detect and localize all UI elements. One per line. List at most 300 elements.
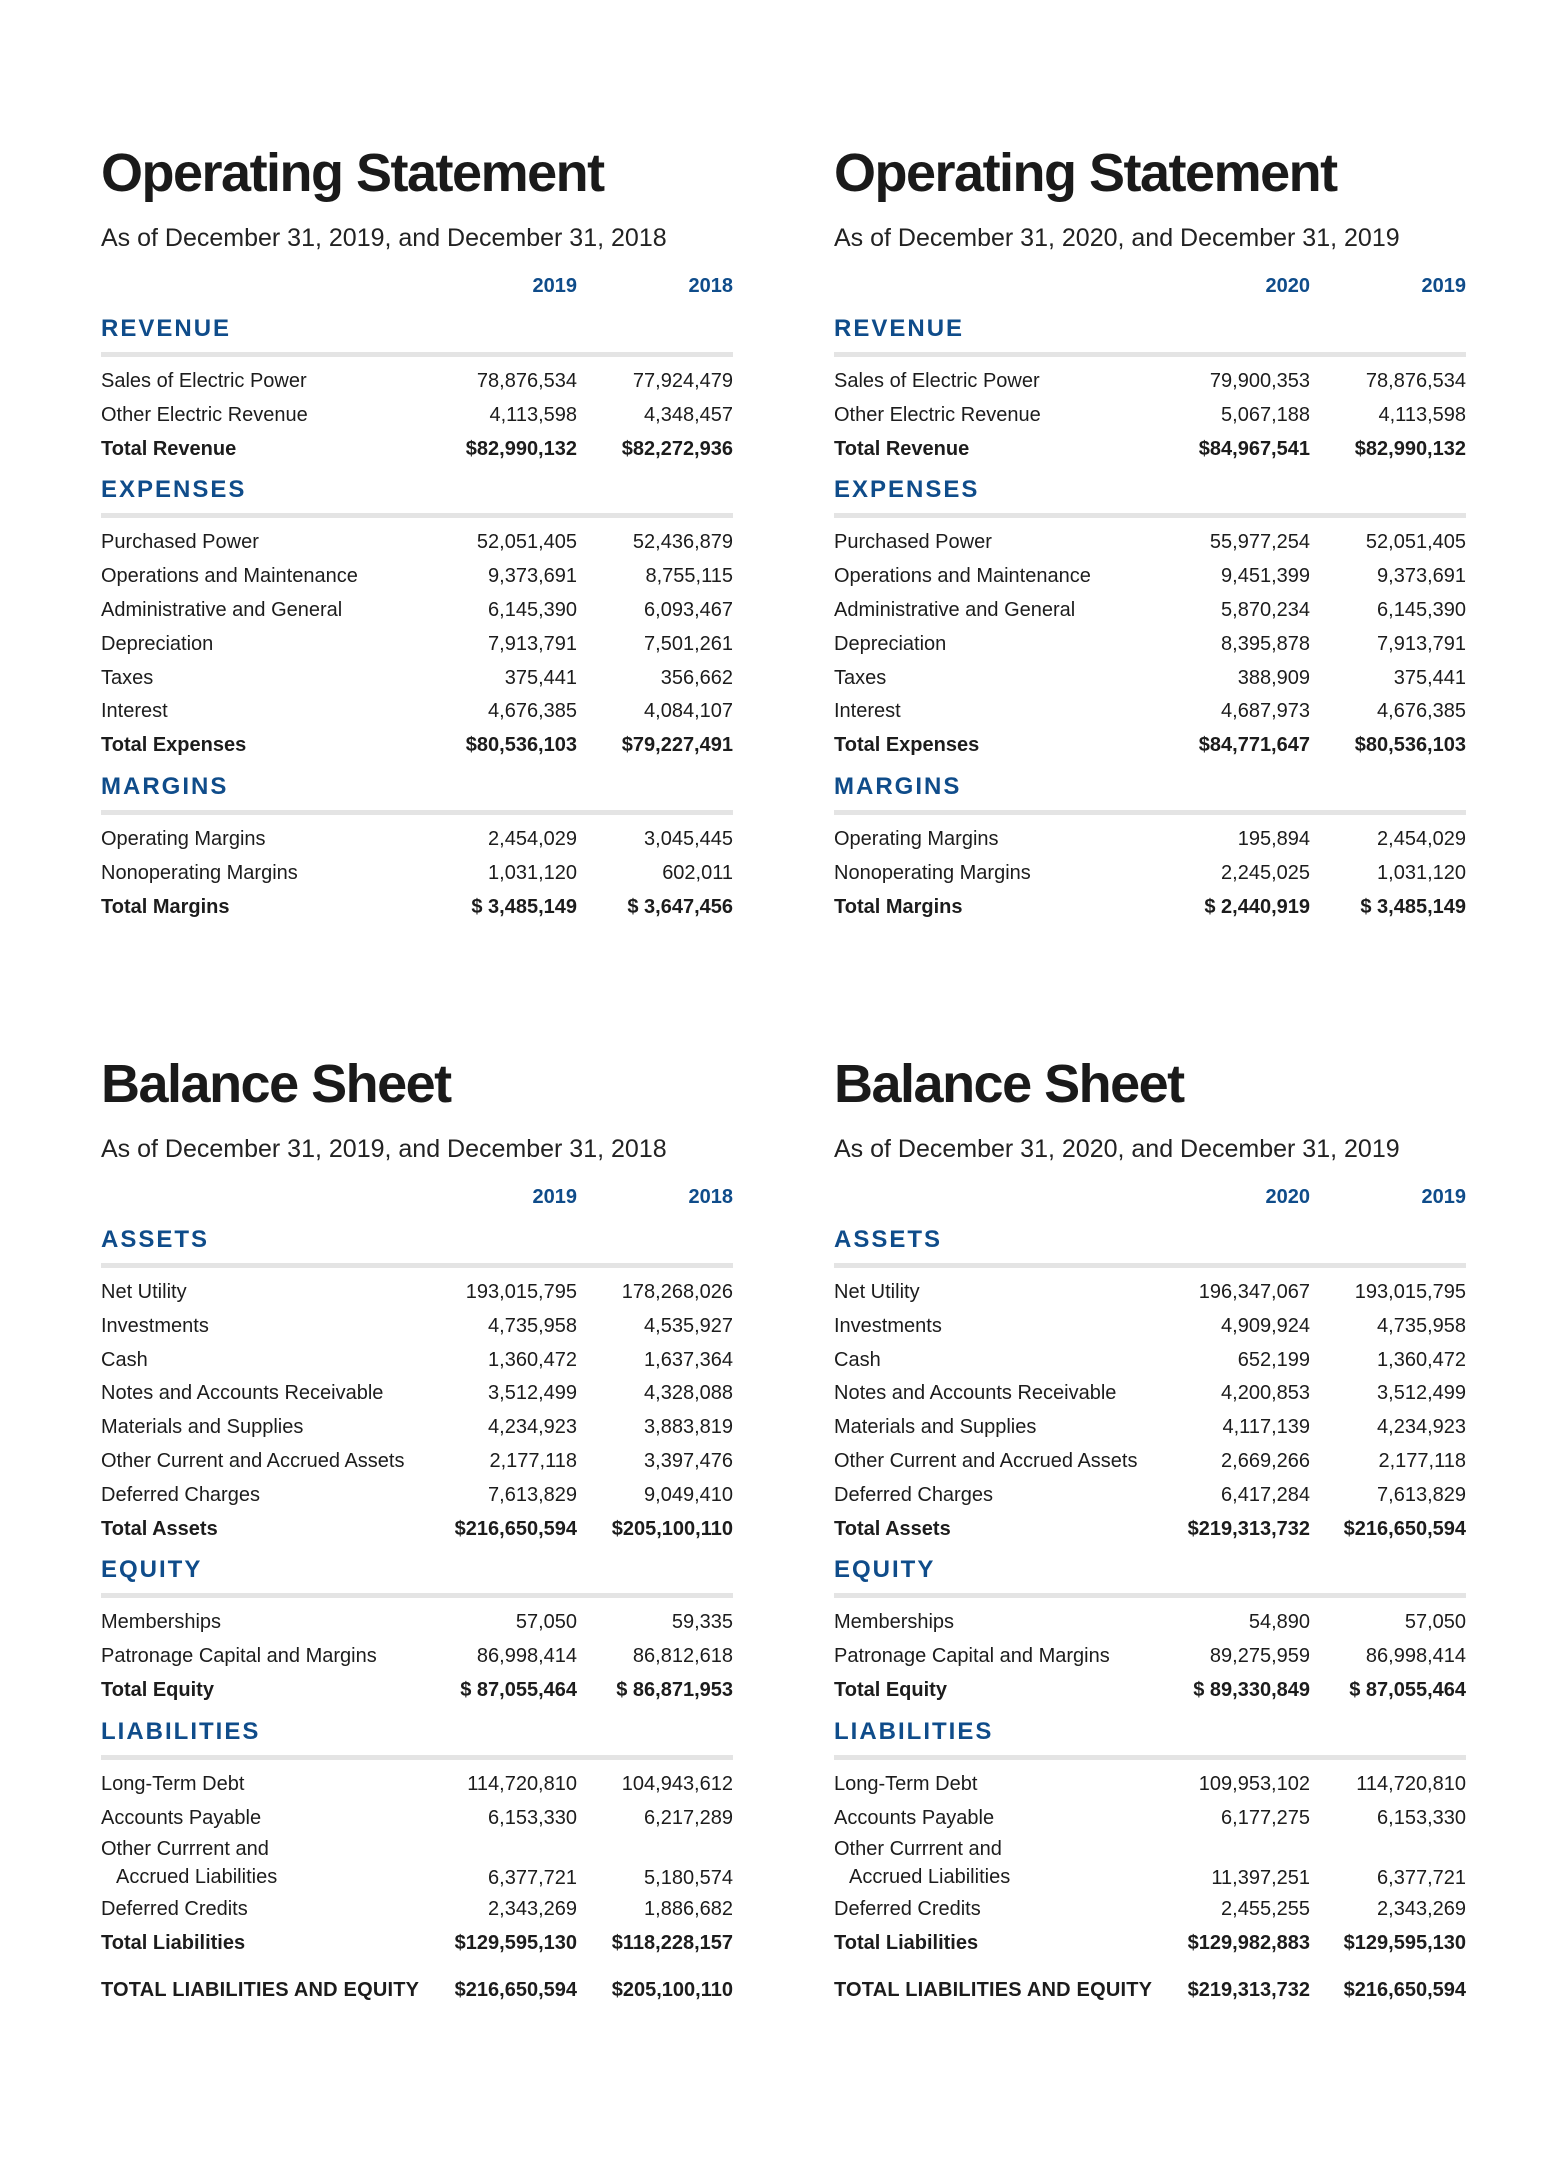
row-value-2: $82,272,936 <box>621 437 733 460</box>
row-value-2: 52,051,405 <box>1365 531 1466 554</box>
row-label: Taxes <box>834 666 887 689</box>
year-column-1: 2020 <box>1265 275 1310 297</box>
table-row <box>834 594 1466 628</box>
row-value-1: 2,669,266 <box>1221 1449 1310 1472</box>
section-rows <box>101 1760 733 1961</box>
table-row <box>101 1640 733 1674</box>
table-row <box>834 399 1466 433</box>
row-value-2: 6,377,721 <box>1377 1867 1466 1890</box>
row-value-2: 4,234,923 <box>1377 1416 1466 1439</box>
row-label: Operating Margins <box>101 827 266 850</box>
row-label: Total Assets <box>834 1517 951 1540</box>
table-row <box>834 526 1466 560</box>
row-value-1: 4,200,853 <box>1221 1382 1310 1405</box>
grand-total-value-1: $216,650,594 <box>454 1978 577 2001</box>
row-value-1: 195,894 <box>1237 827 1310 850</box>
row-label: Total Margins <box>101 895 230 918</box>
total-row <box>101 1674 733 1708</box>
table-row <box>834 1893 1466 1927</box>
row-value-1: $ 87,055,464 <box>460 1678 577 1701</box>
row-value-2: $ 3,647,456 <box>627 895 733 918</box>
row-value-2: 2,177,118 <box>1378 1449 1466 1472</box>
row-label: Nonoperating Margins <box>101 861 298 884</box>
row-label: Total Revenue <box>101 437 237 460</box>
table-row <box>834 1411 1466 1445</box>
statement-title: Balance Sheet <box>101 1054 451 1114</box>
row-value-1: 5,067,188 <box>1221 403 1310 426</box>
grand-total-row <box>834 1973 1466 2007</box>
table-row <box>834 1479 1466 1513</box>
row-value-1: 2,455,255 <box>1221 1898 1310 1921</box>
year-column-2: 2018 <box>688 1186 733 1208</box>
table-row <box>834 695 1466 729</box>
row-label: Depreciation <box>101 632 214 655</box>
row-label: Accounts Payable <box>834 1806 995 1829</box>
table-row <box>101 1310 733 1344</box>
row-value-2: 4,535,927 <box>644 1314 733 1337</box>
row-value-1: 4,676,385 <box>488 700 577 723</box>
row-value-1: 1,031,120 <box>488 861 577 884</box>
section-rows <box>101 357 733 466</box>
section-rows <box>101 1268 733 1546</box>
row-label <box>101 1835 277 1891</box>
row-label-line-1: Other Currrent and <box>101 1838 269 1861</box>
table-row <box>834 560 1466 594</box>
row-value-2: 77,924,479 <box>632 370 733 392</box>
section-rows <box>834 357 1466 466</box>
row-label: Total Expenses <box>834 734 980 757</box>
row-label: Total Margins <box>834 895 963 918</box>
row-value-2: $118,228,157 <box>611 1932 733 1955</box>
table-row <box>101 594 733 628</box>
row-value-2: 104,943,612 <box>621 1772 733 1795</box>
row-value-1: $80,536,103 <box>465 734 577 757</box>
section-rows <box>834 518 1466 763</box>
section-expenses <box>101 475 733 763</box>
section-heading: REVENUE <box>101 314 733 357</box>
row-value-1: 3,512,499 <box>488 1382 577 1405</box>
statement-subtitle: As of December 31, 2020, and December 31, 2019 <box>834 1135 1400 1163</box>
row-value-1: 193,015,795 <box>465 1281 577 1303</box>
row-value-1: 89,275,959 <box>1209 1645 1310 1668</box>
table-row <box>101 1411 733 1445</box>
year-column-2: 2018 <box>688 275 733 297</box>
row-value-2: 193,015,795 <box>1354 1281 1466 1303</box>
row-label <box>834 1835 1010 1891</box>
row-label: Other Current and Accrued Assets <box>834 1449 1138 1472</box>
row-label: Deferred Credits <box>101 1898 248 1921</box>
balance-sheet-2020 <box>834 1054 1466 2007</box>
section-heading: EQUITY <box>834 1555 1466 1598</box>
grand-total-row <box>101 1973 733 2007</box>
row-value-1: $ 3,485,149 <box>471 895 577 918</box>
row-value-1: 2,177,118 <box>489 1449 577 1472</box>
row-label: Deferred Credits <box>834 1898 981 1921</box>
total-row <box>101 1927 733 1961</box>
row-value-2: 3,045,445 <box>644 827 733 850</box>
row-value-2: $79,227,491 <box>621 734 733 757</box>
row-label: Administrative and General <box>834 598 1076 621</box>
row-value-1: 4,687,973 <box>1221 700 1310 723</box>
year-column-1: 2019 <box>532 1186 577 1208</box>
row-value-1: $216,650,594 <box>454 1517 577 1540</box>
row-label: Operations and Maintenance <box>834 565 1091 588</box>
row-value-2: $ 86,871,953 <box>616 1678 733 1701</box>
section-heading: EQUITY <box>101 1555 733 1598</box>
row-value-1: 5,870,234 <box>1221 598 1310 621</box>
row-value-1: 4,117,139 <box>1222 1416 1310 1439</box>
table-row <box>101 1479 733 1513</box>
row-value-1: $84,967,541 <box>1198 437 1310 460</box>
row-value-1: 52,051,405 <box>476 531 577 554</box>
row-value-2: 6,217,289 <box>644 1806 733 1829</box>
total-row <box>834 1674 1466 1708</box>
row-label: Memberships <box>834 1611 955 1634</box>
row-value-2: 602,011 <box>662 861 733 884</box>
row-value-1: $82,990,132 <box>465 437 577 460</box>
statement-title: Balance Sheet <box>834 1054 1184 1114</box>
section-revenue <box>101 314 733 466</box>
total-row <box>101 433 733 467</box>
table-row <box>834 365 1466 399</box>
row-label-line-2: Accrued Liabilities <box>849 1866 1011 1889</box>
row-value-2: 7,913,791 <box>1377 632 1466 655</box>
row-label: Taxes <box>101 666 154 689</box>
table-row <box>834 1606 1466 1640</box>
row-value-2: 9,373,691 <box>1377 565 1466 588</box>
row-value-2: 178,268,026 <box>621 1281 733 1303</box>
row-value-2: $82,990,132 <box>1354 437 1466 460</box>
row-value-2: 4,676,385 <box>1377 700 1466 723</box>
row-value-1: 109,953,102 <box>1198 1772 1310 1795</box>
row-value-2: $ 87,055,464 <box>1349 1678 1466 1701</box>
row-value-2: $80,536,103 <box>1354 734 1466 757</box>
row-value-2: 6,153,330 <box>1377 1806 1466 1829</box>
section-rows <box>834 1268 1466 1546</box>
table-row <box>101 1893 733 1927</box>
row-value-1: 4,234,923 <box>488 1416 577 1439</box>
row-label: Deferred Charges <box>834 1483 993 1506</box>
row-value-2: 1,637,364 <box>644 1348 733 1371</box>
row-label: Accounts Payable <box>101 1806 262 1829</box>
row-value-2: 6,093,467 <box>644 598 733 621</box>
row-label: Other Current and Accrued Assets <box>101 1449 405 1472</box>
row-value-1: 8,395,878 <box>1221 632 1310 655</box>
row-value-1: 7,613,829 <box>488 1483 577 1506</box>
table-row <box>101 1344 733 1378</box>
table-row <box>101 857 733 891</box>
table-row <box>834 1377 1466 1411</box>
table-row <box>101 365 733 399</box>
row-label: Cash <box>101 1348 148 1371</box>
row-value-2: 4,348,457 <box>644 403 733 426</box>
row-label: Nonoperating Margins <box>834 861 1031 884</box>
section-rows <box>834 815 1466 924</box>
year-column-2: 2019 <box>1421 275 1466 297</box>
row-label: Total Equity <box>834 1678 947 1701</box>
section-margins <box>101 772 733 924</box>
row-label: Interest <box>101 700 168 723</box>
row-label: Other Electric Revenue <box>834 403 1041 426</box>
row-label: Total Liabilities <box>101 1932 246 1955</box>
row-value-1: $ 2,440,919 <box>1204 895 1310 918</box>
row-label: Administrative and General <box>101 598 343 621</box>
row-value-2: 4,084,107 <box>644 700 733 723</box>
section-heading: MARGINS <box>101 772 733 815</box>
row-value-2: 52,436,879 <box>632 531 733 554</box>
total-row <box>834 1927 1466 1961</box>
row-value-2: 1,031,120 <box>1377 861 1466 884</box>
row-label: Materials and Supplies <box>834 1416 1037 1439</box>
table-row <box>101 823 733 857</box>
table-row <box>101 1377 733 1411</box>
table-row <box>101 662 733 696</box>
row-label-line-2: Accrued Liabilities <box>116 1866 278 1889</box>
row-value-1: 6,177,275 <box>1221 1806 1310 1829</box>
row-value-2: 6,145,390 <box>1377 598 1466 621</box>
row-value-1: 388,909 <box>1237 666 1310 689</box>
row-value-1: 114,720,810 <box>467 1772 577 1795</box>
balance-sheet-2019 <box>101 1054 733 2007</box>
row-value-1: 1,360,472 <box>488 1348 577 1371</box>
section-heading: EXPENSES <box>834 475 1466 518</box>
row-label: Total Liabilities <box>834 1932 979 1955</box>
row-label: Patronage Capital and Margins <box>834 1645 1110 1668</box>
section-assets <box>101 1225 733 1546</box>
row-label: Long-Term Debt <box>101 1772 245 1795</box>
total-row <box>101 891 733 925</box>
section-heading: EXPENSES <box>101 475 733 518</box>
row-label: Materials and Supplies <box>101 1416 304 1439</box>
row-value-2: 8,755,115 <box>645 565 733 588</box>
row-label: Patronage Capital and Margins <box>101 1645 377 1668</box>
row-value-1: 2,343,269 <box>488 1898 577 1921</box>
table-row <box>834 628 1466 662</box>
row-value-1: $129,982,883 <box>1187 1932 1310 1955</box>
table-row <box>101 399 733 433</box>
row-value-1: 9,373,691 <box>488 565 577 588</box>
section-revenue <box>834 314 1466 466</box>
row-value-2: 7,613,829 <box>1377 1483 1466 1506</box>
row-value-1: 375,441 <box>504 666 577 689</box>
row-label: Notes and Accounts Receivable <box>834 1382 1117 1405</box>
year-header <box>834 1186 1466 1216</box>
grand-total-value-2: $205,100,110 <box>611 1978 733 2001</box>
row-label: Notes and Accounts Receivable <box>101 1382 384 1405</box>
table-row <box>101 1835 733 1893</box>
grand-total-label: TOTAL LIABILITIES AND EQUITY <box>101 1978 420 2001</box>
row-value-1: 6,153,330 <box>488 1806 577 1829</box>
row-value-2: 4,113,598 <box>1378 403 1466 426</box>
total-row <box>834 1513 1466 1547</box>
row-value-1: 4,909,924 <box>1221 1314 1310 1337</box>
statement-subtitle: As of December 31, 2019, and December 31, 2018 <box>101 1135 667 1163</box>
row-value-1: 78,876,534 <box>476 370 577 392</box>
row-label: Investments <box>101 1314 209 1337</box>
row-value-2: $216,650,594 <box>1343 1517 1466 1540</box>
row-value-1: 4,735,958 <box>488 1314 577 1337</box>
row-label: Total Revenue <box>834 437 970 460</box>
table-row <box>101 1606 733 1640</box>
section-liabilities <box>834 1717 1466 1961</box>
row-label: Other Electric Revenue <box>101 403 308 426</box>
section-liabilities <box>101 1717 733 1961</box>
row-label: Investments <box>834 1314 942 1337</box>
section-heading: REVENUE <box>834 314 1466 357</box>
row-value-1: 6,377,721 <box>488 1867 577 1890</box>
row-value-1: $ 89,330,849 <box>1193 1678 1310 1701</box>
table-row <box>834 1640 1466 1674</box>
row-value-2: 78,876,534 <box>1365 370 1466 392</box>
row-value-2: 114,720,810 <box>1356 1772 1466 1795</box>
row-label: Net Utility <box>834 1281 920 1303</box>
row-value-2: 5,180,574 <box>644 1867 733 1890</box>
section-margins <box>834 772 1466 924</box>
year-header <box>834 275 1466 305</box>
table-row <box>834 1344 1466 1378</box>
statement-subtitle: As of December 31, 2020, and December 31, 2019 <box>834 224 1400 252</box>
row-label: Interest <box>834 700 901 723</box>
operating-statement-2020 <box>834 143 1466 924</box>
row-value-1: 652,199 <box>1237 1348 1310 1371</box>
row-value-2: 57,050 <box>1404 1611 1466 1634</box>
grand-total-label: TOTAL LIABILITIES AND EQUITY <box>834 1978 1153 2001</box>
row-value-1: 11,397,251 <box>1211 1867 1310 1890</box>
row-value-2: 3,397,476 <box>644 1449 733 1472</box>
row-value-2: 4,328,088 <box>644 1382 733 1405</box>
table-row <box>834 1802 1466 1836</box>
section-rows <box>101 1598 733 1707</box>
row-value-2: 4,735,958 <box>1377 1314 1466 1337</box>
section-assets <box>834 1225 1466 1546</box>
row-value-1: $129,595,130 <box>454 1932 577 1955</box>
table-row <box>101 628 733 662</box>
row-value-1: 86,998,414 <box>476 1645 577 1668</box>
row-value-2: 86,812,618 <box>632 1645 733 1668</box>
statement-title: Operating Statement <box>834 143 1337 203</box>
total-row <box>101 1513 733 1547</box>
row-label: Operations and Maintenance <box>101 565 358 588</box>
row-label: Deferred Charges <box>101 1483 260 1506</box>
row-value-2: 1,886,682 <box>644 1898 733 1921</box>
table-row <box>834 1310 1466 1344</box>
row-label: Long-Term Debt <box>834 1772 978 1795</box>
row-label: Total Equity <box>101 1678 214 1701</box>
row-label: Purchased Power <box>101 531 259 554</box>
table-row <box>101 560 733 594</box>
section-heading: LIABILITIES <box>101 1717 733 1760</box>
row-value-1: 79,900,353 <box>1209 370 1310 392</box>
row-value-1: $84,771,647 <box>1198 734 1310 757</box>
row-label: Memberships <box>101 1611 222 1634</box>
year-column-1: 2020 <box>1265 1186 1310 1208</box>
row-label: Depreciation <box>834 632 947 655</box>
table-row <box>101 1276 733 1310</box>
table-row <box>834 662 1466 696</box>
row-value-2: 375,441 <box>1393 666 1466 689</box>
section-heading: LIABILITIES <box>834 1717 1466 1760</box>
table-row <box>834 823 1466 857</box>
row-label: Operating Margins <box>834 827 999 850</box>
row-label: Total Expenses <box>101 734 247 757</box>
row-value-2: 3,883,819 <box>644 1416 733 1439</box>
table-row <box>101 526 733 560</box>
row-value-2: 86,998,414 <box>1365 1645 1466 1668</box>
total-row <box>834 729 1466 763</box>
table-row <box>834 1276 1466 1310</box>
row-value-2: 2,343,269 <box>1377 1898 1466 1921</box>
section-heading: MARGINS <box>834 772 1466 815</box>
row-label: Total Assets <box>101 1517 218 1540</box>
total-row <box>834 891 1466 925</box>
grand-total-value-1: $219,313,732 <box>1187 1978 1310 2001</box>
row-label: Sales of Electric Power <box>834 370 1040 392</box>
row-value-2: 356,662 <box>660 666 733 689</box>
row-label: Net Utility <box>101 1281 187 1303</box>
statement-subtitle: As of December 31, 2019, and December 31, 2018 <box>101 224 667 252</box>
year-column-1: 2019 <box>532 275 577 297</box>
section-rows <box>101 518 733 763</box>
row-value-1: 57,050 <box>515 1611 577 1634</box>
section-expenses <box>834 475 1466 763</box>
table-row <box>834 1445 1466 1479</box>
total-row <box>834 433 1466 467</box>
row-value-1: 6,417,284 <box>1221 1483 1310 1506</box>
operating-statement-2019 <box>101 143 733 924</box>
table-row <box>834 1835 1466 1893</box>
row-value-1: 7,913,791 <box>488 632 577 655</box>
row-value-2: $129,595,130 <box>1343 1932 1466 1955</box>
row-value-2: 1,360,472 <box>1377 1348 1466 1371</box>
year-column-2: 2019 <box>1421 1186 1466 1208</box>
year-header <box>101 275 733 305</box>
section-rows <box>834 1598 1466 1707</box>
row-value-2: 3,512,499 <box>1377 1382 1466 1405</box>
row-label: Cash <box>834 1348 881 1371</box>
row-value-2: 2,454,029 <box>1377 827 1466 850</box>
grand-total-value-2: $216,650,594 <box>1343 1978 1466 2001</box>
row-value-1: $219,313,732 <box>1187 1517 1310 1540</box>
table-row <box>834 857 1466 891</box>
row-value-1: 4,113,598 <box>489 403 577 426</box>
row-value-1: 9,451,399 <box>1221 565 1310 588</box>
total-row <box>101 729 733 763</box>
section-rows <box>834 1760 1466 1961</box>
row-value-1: 55,977,254 <box>1209 531 1310 554</box>
row-label: Sales of Electric Power <box>101 370 307 392</box>
row-label-line-1: Other Currrent and <box>834 1838 1002 1861</box>
section-equity <box>101 1555 733 1707</box>
table-row <box>101 1802 733 1836</box>
statement-title: Operating Statement <box>101 143 604 203</box>
row-value-2: 7,501,261 <box>644 632 733 655</box>
year-header <box>101 1186 733 1216</box>
section-rows <box>101 815 733 924</box>
row-value-2: 59,335 <box>671 1611 733 1634</box>
row-value-2: 9,049,410 <box>644 1483 733 1506</box>
table-row <box>101 695 733 729</box>
row-value-1: 2,245,025 <box>1221 861 1310 884</box>
section-heading: ASSETS <box>101 1225 733 1268</box>
table-row <box>101 1768 733 1802</box>
row-value-1: 6,145,390 <box>488 598 577 621</box>
section-equity <box>834 1555 1466 1707</box>
table-row <box>101 1445 733 1479</box>
row-label: Purchased Power <box>834 531 992 554</box>
row-value-1: 2,454,029 <box>488 827 577 850</box>
row-value-1: 54,890 <box>1248 1611 1310 1634</box>
row-value-1: 196,347,067 <box>1198 1281 1310 1303</box>
